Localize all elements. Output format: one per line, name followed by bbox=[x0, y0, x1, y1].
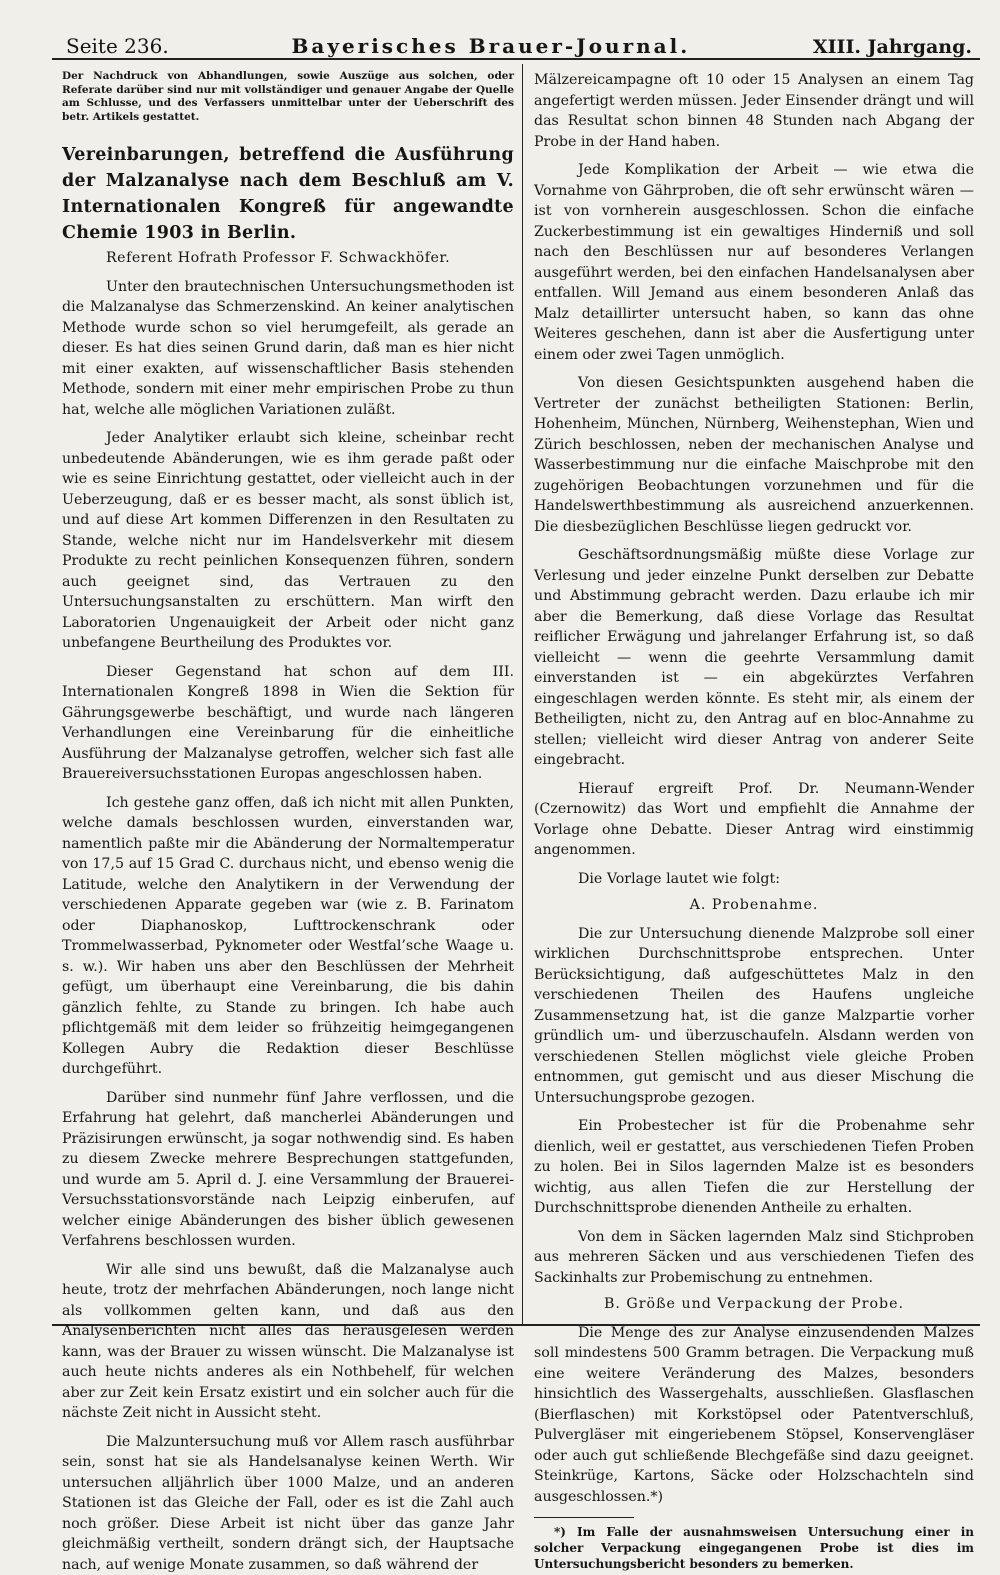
paragraph: Unter den brautechnischen Untersuchungsmethoden ist die Malzanalyse das Schmerzenskind. An keiner analytischen Methode wurde schon so viel herumgefeilt, als gerade an dieser. Es hat dies seinen Grund darin, daß man es hier nicht mit einer exakten, auf wissenschaftlicher Basis stehenden Methode, sondern mit einer mehr empirischen Probe zu thun hat, welche alle möglichen Variationen zuläßt. bbox=[62, 277, 514, 421]
page-number: Seite 236. bbox=[66, 34, 169, 58]
right-column bbox=[534, 70, 974, 1572]
paragraph: Die Vorlage lautet wie folgt: bbox=[534, 869, 974, 890]
page-header bbox=[66, 28, 972, 58]
paragraph: Ich gestehe ganz offen, daß ich nicht mit allen Punkten, welche damals beschlossen wurden, einverstanden war, namentlich paßte mir die Abänderung der Normaltemperatur von 17,5 auf 15 Grad C. durchaus nicht, und ebenso wenig die Latitude, welche den Analytikern in der Verwendung der verschiedenen Apparate gegeben war (wie z. B. Farinatom oder Diaphanoskop, Lufttrockenschrank oder Trommelwasserbad, Pyknometer oder Westfal’sche Waage u. s. w.). Wir haben uns aber den Beschlüssen der Mehrheit gefügt, um überhaupt eine Vereinbarung, die bis dahin gänzlich fehlte, zu Stande zu bringen. Ich habe auch pflichtgemäß mit dem leider so frühzeitig heimgegangenen Kollegen Aubry die Redaktion dieser Beschlüsse durchgeführt. bbox=[62, 793, 514, 1080]
paragraph: Die zur Untersuchung dienende Malzprobe soll einer wirklichen Durchschnittsprobe entsprechen. Unter Berücksichtigung, daß aufgeschüttetes Malz in den verschiedenen Theilen des Haufens ungleiche Zusammensetzung hat, ist die ganze Malzpartie vorher gründlich um- und überzuschaufeln. Alsdann werden von verschiedenen Stellen möglichst viele gleiche Proben entnommen, gut gemischt und aus dieser Mischung die Untersuchungsprobe gezogen. bbox=[534, 924, 974, 1109]
section-heading-b: B. Größe und Verpackung der Probe. bbox=[534, 1294, 974, 1315]
paragraph: Hierauf ergreift Prof. Dr. Neumann-Wender (Czernowitz) das Wort und empfiehlt die Annahme der Vorlage ohne Debatte. Dieser Antrag wird einstimmig angenommen. bbox=[534, 779, 974, 861]
paragraph: Ein Probestecher ist für die Probenahme sehr dienlich, weil er gestattet, aus verschiedenen Tiefen Proben zu holen. Bei in Silos lagernden Malze ist es besonders wichtig, aus allen Tiefen die zur Herstellung der Durchschnittsprobe dienenden Antheile zu erhalten. bbox=[534, 1116, 974, 1219]
paragraph: Wir alle sind uns bewußt, daß die Malzanalyse auch heute, trotz der mehrfachen Abänderungen, noch lange nicht als vollkommen gelten kann, und daß aus den Analysenberichten nicht alles das herausgelesen werden kann, was der Brauer zu wissen wünscht. Die Malzanalyse ist auch heute nichts anderes als ein Nothbehelf, für welchen aber zur Zeit kein Ersatz existirt und ein solcher auch für die nächste Zeit nicht in Aussicht steht. bbox=[62, 1260, 514, 1424]
paragraph: Von diesen Gesichtspunkten ausgehend haben die Vertreter der zunächst betheiligten Stationen: Berlin, Hohenheim, München, Nürnberg, Weihenstephan, Wien und Zürich beschlossen, neben der mechanischen Analyse und Wasserbestimmung nur die einfache Maischprobe mit den zugehörigen Beobachtungen vorzunehmen und für die Handelswerthbestimmung als ausreichend anzuerkennen. Die diesbezüglichen Beschlüsse liegen gedruckt vor. bbox=[534, 373, 974, 537]
section-heading-a: A. Probenahme. bbox=[534, 895, 974, 916]
paragraph: Jede Komplikation der Arbeit — wie etwa die Vornahme von Gährproben, die oft sehr erwünscht wären — ist von vornherein ausgeschlossen. Schon die einfache Zuckerbestimmung ist ein gewaltiges Hinderniß und soll nach den Beschlüssen nur auf besonderes Verlangen ausgeführt werden, bei den einfachen Handelsanalysen aber entfallen. Will Jemand aus einem besonderen Anlaß das Malz detaillirter untersucht haben, so kann das ohne Weiteres geschehen, dann ist aber die Ausfertigung unter einem oder zwei Tagen unmöglich. bbox=[534, 160, 974, 365]
paragraph: Die Menge des zur Analyse einzusendenden Malzes soll mindestens 500 Gramm betragen. Die Verpackung muß eine weitere Veränderung des Malzes, besonders hinsichtlich des Wassergehalts, ausschließen. Glasflaschen (Bierflaschen) mit Korkstöpsel oder Patentverschluß, Pulvergläser mit eingeriebenem Stöpsel, Konservengläser oder auch gut schließende Blechgefäße sind dazu geeignet. Steinkrüge, Kartons, Säcke oder Holzschachteln sind ausgeschlossen.*) bbox=[534, 1323, 974, 1508]
continued-paragraph: Mälzereicampagne oft 10 oder 15 Analysen an einem Tag angefertigt werden müssen. Jeder Einsender drängt und will das Resultat schon binnen 48 Stunden nach Abgang der Probe in der Hand haben. bbox=[534, 70, 974, 152]
paragraph: Die Malzuntersuchung muß vor Allem rasch ausführbar sein, sonst hat sie als Handelsanalyse keinen Werth. Wir untersuchen alljährlich über 1000 Malze, und an anderen Stationen ist das Gleiche der Fall, oder es ist die Zahl auch noch größer. Diese Arbeit ist nicht über das ganze Jahr gleichmäßig vertheilt, sondern drängt sich, der Hauptsache nach, auf wenige Monate zusammen, so daß während der bbox=[62, 1432, 514, 1575]
paragraph: Dieser Gegenstand hat schon auf dem III. Internationalen Kongreß 1898 in Wien die Sektion für Gährungsgewerbe beschäftigt, und wurde nach längeren Verhandlungen eine Vereinbarung für die einheitliche Ausführung der Malzanalyse getroffen, welcher sich fast alle Brauereiversuchsstationen Europas angeschlossen haben. bbox=[62, 662, 514, 785]
footnote-rule bbox=[534, 1517, 634, 1518]
paragraph: Jeder Analytiker erlaubt sich kleine, scheinbar recht unbedeutende Abänderungen, wie es ihm gerade paßt oder wie es seine Einrichtung gestattet, oder vielleicht auch in der Ueberzeugung, daß er es besser macht, als sonst üblich ist, und auf diese Art kommen Differenzen in den Resultaten zu Stande, welche nicht nur im Handelsverkehr mit diesem Produkte zu recht peinlichen Konsequenzen führen, sondern auch geeignet sind, das Vertrauen zu den Untersuchungsanstalten zu erschüttern. Man wirft den Laboratorien Ungenauigkeit der Arbeit oder nicht ganz unbefangene Beurtheilung des Produktes vor. bbox=[62, 428, 514, 654]
paragraph: Von dem in Säcken lagernden Malz sind Stichproben aus mehreren Säcken und aus verschiedenen Tiefen des Sackinhalts zur Probemischung zu entnehmen. bbox=[534, 1227, 974, 1289]
journal-title: Bayerisches Brauer-Journal. bbox=[291, 34, 690, 58]
left-column bbox=[62, 70, 514, 1575]
footnote: *) Im Falle der ausnahmsweisen Untersuchung einer in solcher Verpackung eingegangenen Probe ist dies im Untersuchungsbericht besonders zu bemerken. bbox=[534, 1524, 974, 1572]
volume-label: XIII. Jahrgang. bbox=[813, 36, 972, 58]
reprint-notice: Der Nachdruck von Abhandlungen, sowie Auszüge aus solchen, oder Referate darüber sind nur mit vollständiger und genauer Angabe der Quelle am Schlusse, und des Verfassers unmittelbar unter der Ueberschrift des betr. Artikels gestattet. bbox=[62, 70, 514, 124]
article-title: Vereinbarungen, betreffend die Ausführung der Malzanalyse nach dem Beschluß am V. Internationalen Kongreß für angewandte Chemie 1903 in Berlin. bbox=[62, 142, 514, 246]
column-divider bbox=[522, 64, 523, 1326]
article-referent: Referent Hofrath Professor F. Schwackhöfer. bbox=[62, 248, 514, 269]
paragraph: Geschäftsordnungsmäßig müßte diese Vorlage zur Verlesung und jeder einzelne Punkt derselben zur Debatte und Abstimmung gebracht werden. Dazu erlaube ich mir aber die Bemerkung, daß diese Vorlage das Resultat reiflicher Erwägung und jahrelanger Erfahrung ist, so daß vielleicht — wenn die geehrte Versammlung damit einverstanden ist — ein abgekürztes Verfahren eingeschlagen werden könnte. Es steht mir, als einem der Betheiligten, nicht zu, den Antrag auf en bloc-Annahme zu stellen; vielleicht wird dieser Antrag von anderer Seite eingebracht. bbox=[534, 545, 974, 771]
paragraph: Darüber sind nunmehr fünf Jahre verflossen, und die Erfahrung hat gelehrt, daß mancherlei Abänderungen und Präzisirungen erwünscht, ja sogar nothwendig sind. Es haben zu diesem Zwecke mehrere Besprechungen stattgefunden, und wurde am 5. April d. J. eine Versammlung der Brauerei-Versuchsstationsvorstände nach Leipzig einberufen, auf welcher einige Abänderungen des bisher üblich gewesenen Verfahrens beschlossen wurden. bbox=[62, 1088, 514, 1252]
